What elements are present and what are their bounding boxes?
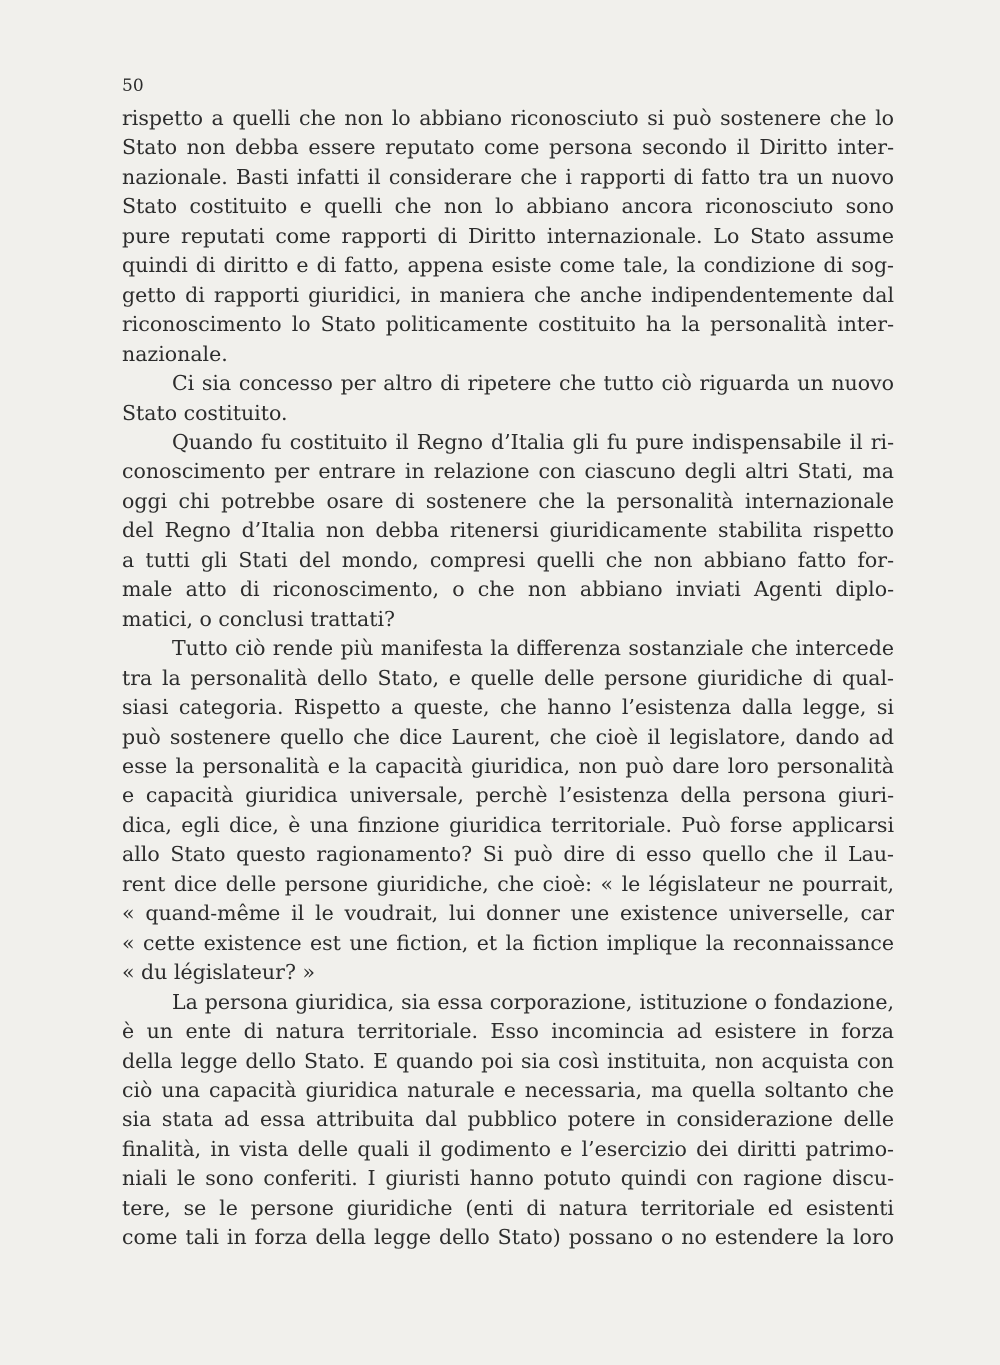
text-line: ciò una capacità giuridica naturale e necessaria, ma quella soltanto che (122, 1077, 894, 1102)
page-number: 50 (122, 76, 144, 96)
page-body-text (122, 104, 894, 1253)
text-line: nazionale. (122, 341, 228, 366)
text-line: pure reputati come rapporti di Diritto internazionale. Lo Stato assume (122, 223, 894, 248)
text-line: sia stata ad essa attribuita dal pubblico potere in considerazione delle (122, 1107, 894, 1132)
text-line: può sostenere quello che dice Laurent, che cioè il legislatore, dando ad (122, 724, 894, 749)
text-line: « quand-même il le voudrait, lui donner une existence universelle, car (122, 901, 894, 926)
text-line: niali le sono conferiti. I giuristi hanno potuto quindi con ragione discu- (122, 1166, 894, 1191)
text-line: tere, se le persone giuridiche (enti di natura territoriale ed esistenti (122, 1195, 894, 1220)
text-line: Ci sia concesso per altro di ripetere che tutto ciò riguarda un nuovo (172, 371, 894, 396)
text-line: conoscimento per entrare in relazione con ciascuno degli altri Stati, ma (122, 459, 894, 484)
text-line: finalità, in vista delle quali il godimento e l’esercizio dei diritti patrimo- (122, 1136, 894, 1161)
text-line: come tali in forza della legge dello Stato) possano o no estendere la loro (122, 1225, 894, 1250)
text-line: Stato costituito. (122, 400, 288, 425)
text-line: getto di rapporti giuridici, in maniera che anche indipendentemente dal (122, 282, 894, 307)
text-line: oggi chi potrebbe osare di sostenere che la personalità internazionale (122, 488, 894, 513)
text-line: Stato costituito e quelli che non lo abbiano ancora riconosciuto sono (122, 194, 894, 219)
text-line: Stato non debba essere reputato come persona secondo il Diritto inter- (122, 135, 894, 160)
text-line: allo Stato questo ragionamento? Si può dire di esso quello che il Lau- (122, 842, 894, 867)
text-line: esse la personalità e la capacità giuridica, non può dare loro personalità (122, 753, 894, 778)
text-line: e capacità giuridica universale, perchè l’esistenza della persona giuri- (122, 783, 894, 808)
text-line: « cette existence est une fiction, et la fiction implique la reconnaissance (122, 930, 894, 955)
text-line: rispetto a quelli che non lo abbiano riconosciuto si può sostenere che lo (122, 106, 894, 130)
text-line: nazionale. Basti infatti il considerare che i rapporti di fatto tra un nuovo (122, 164, 894, 189)
text-line: La persona giuridica, sia essa corporazione, istituzione o fondazione, (172, 989, 894, 1014)
text-line: siasi categoria. Rispetto a queste, che hanno l’esistenza dalla legge, si (122, 695, 894, 720)
text-line: Quando fu costituito il Regno d’Italia gli fu pure indispensabile il ri- (172, 429, 894, 454)
text-line: a tutti gli Stati del mondo, compresi quelli che non abbiano fatto for- (122, 547, 894, 572)
text-line: male atto di riconoscimento, o che non abbiano inviati Agenti diplo- (122, 577, 894, 602)
text-line: matici, o conclusi trattati? (122, 606, 395, 631)
text-line: è un ente di natura territoriale. Esso incomincia ad esistere in forza (122, 1019, 894, 1044)
text-line: della legge dello Stato. E quando poi sia così instituita, non acquista con (122, 1048, 894, 1073)
text-line: Tutto ciò rende più manifesta la differenza sostanziale che intercede (172, 636, 894, 661)
text-line: rent dice delle persone giuridiche, che cioè: « le législateur ne pourrait, (122, 871, 894, 896)
text-line: quindi di diritto e di fatto, appena esiste come tale, la condizione di sog- (122, 253, 894, 278)
text-line: tra la personalità dello Stato, e quelle delle persone giuridiche di qual- (122, 665, 894, 690)
text-line: dica, egli dice, è una finzione giuridica territoriale. Può forse applicarsi (122, 812, 894, 837)
text-line: « du législateur? » (122, 960, 315, 985)
text-line: del Regno d’Italia non debba ritenersi giuridicamente stabilita rispetto (122, 518, 894, 543)
text-line: riconoscimento lo Stato politicamente costituito ha la personalità inter- (122, 312, 894, 337)
